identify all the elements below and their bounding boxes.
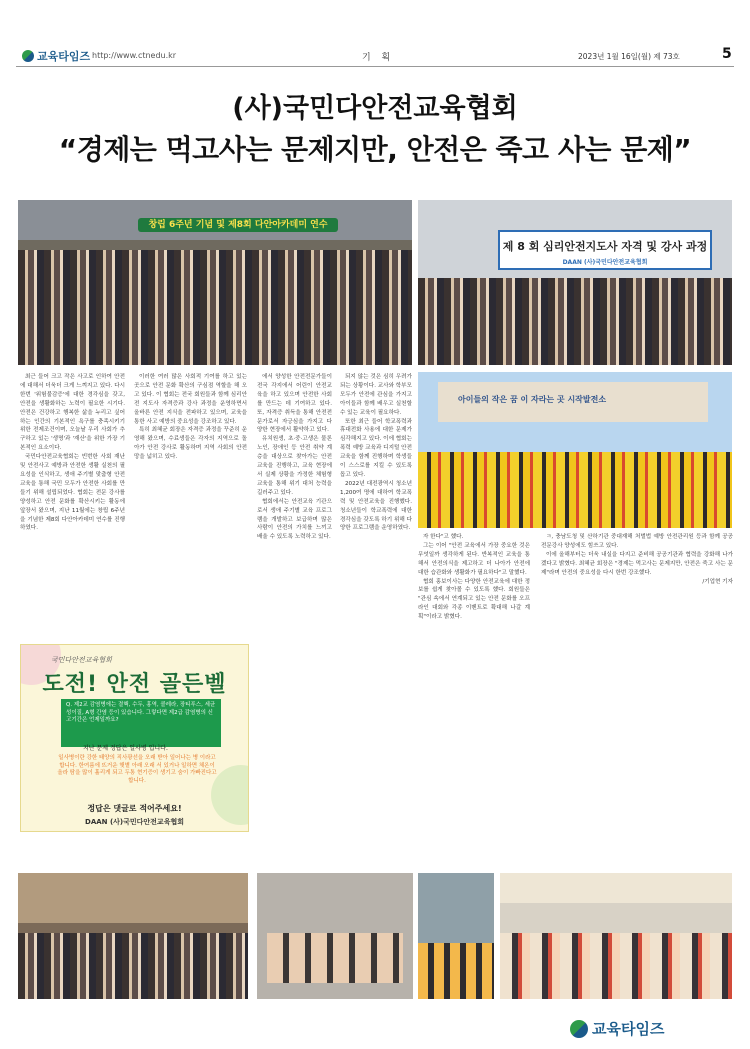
banner-anniversary: 창립 6주년 기념 및 제8회 다안아카데미 연수 <box>138 218 338 232</box>
footer-logo[interactable]: 교육타임즈 <box>570 1018 664 1039</box>
poster-org: DAAN (사)국민다안전교육협회 <box>85 818 184 826</box>
photo-crowd <box>18 250 412 365</box>
photo-anniversary <box>18 200 412 365</box>
page-number: 5 <box>722 46 732 62</box>
header-divider <box>16 66 734 67</box>
banner-course: 제 8 회 심리안전지도사 자격 및 강사 과정 DAAN (사)국민다안전교육협회 <box>498 230 712 270</box>
section-label: 기 획 <box>362 53 395 63</box>
photo-children <box>418 452 732 528</box>
poster-title: 도전! 안전 골든벨 <box>42 672 227 697</box>
photo-classroom <box>500 873 732 999</box>
photo-cpr-training <box>257 873 413 999</box>
logo-icon <box>22 50 34 62</box>
photo-course <box>418 200 732 365</box>
sign-center: 아이들의 작은 꿈 이 자라는 곳 시작발전소 <box>458 395 607 404</box>
headline-quote: “경제는 먹고사는 문제지만, 안전은 죽고 사는 문제” <box>58 133 692 166</box>
golden-bell-poster <box>20 644 249 832</box>
article-col-4: 되지 않는 것은 심히 우려가 되는 상황이다. 교사와 학부모 모두가 안전에 관심을 가지고 아이들과 함께 배우고 실천할 수 있는 교육이 필요하다. 또한 최근 들어 학교폭력과 휴대전화 사용에 대한 문제가 심각해지고 있다. 이에 협회는 폭력 예방 교육과 디지털 안전 교육을 함께 진행하며 학생들이 스스로를 지킬 수 있도록 돕고 있다. 2022년 대전광역시 청소년 1,200여 명에 대하여 학교폭력 및 안전교육을 진행했다. 청소년들이 학교폭력에 대한 경각심을 갖도록 하기 위해 다양한 프로그램을 운영하였다. <box>340 374 412 532</box>
article-col-6: ㅋ, 충남도청 및 산하기관 중대재해 처벌법 예방 안전관리원 등과 함께 공공 전문강사 양성에도 힘쓰고 있다. 이에 올해부터는 더욱 내실을 다지고 준비해 공공기관과 협력을 강화해 나가겠다고 밝혔다. 최혜균 회장은 "경제는 먹고사는 문제지만, 안전은 죽고 사는 문제"라며 안전의 중요성을 다시 한번 강조했다. /기업현 기자 <box>541 534 733 585</box>
photo-center <box>418 372 732 528</box>
article-col-1: 최근 들어 크고 작은 사고로 인하여 안전에 대해서 더욱더 크게 느껴지고 있다. 다시 한번 '위험불감증'에 대한 경각심을 갖고, 안전을 생활화하는 노력이 필요한 시기다. 안전은 건강하고 행복한 삶을 누리고 싶어 하는 인간의 기본적인 욕구를 충족시키기 위한 전제조건이며, 오늘날 우리 사회가 추구하고 있는 '생명'과 '재산'을 위한 가장 기본적인 요소이다. 국민다안전교육협회는 빈번한 사회 재난 및 안전사고 예방과 안전한 생활 실천의 필요성을 인식하고, 생애 주기별 맞춤형 안전교육을 통해 국민 모두가 안전한 사회를 만들기 위해 설립되었다. 협회는 전문 강사를 양성하고 안전 문화를 확산시키는 활동에 앞장서 왔으며, 지난 11월에는 창립 6주년을 기념한 제8회 다안아카데미 연수를 진행하였다. <box>20 374 125 532</box>
poster-answer-text: 일사병이란 강한 태양의 직사광선을 오래 받아 일어나는 병 이라고 합니다. 한여름에 뜨거운 햇볕 아래 오래 서 있거나 일하면 체온이 올라 땀을 많이 흘리게 되고 두통 현기증이 생기고 숨이 가빠진다고 합니다. <box>57 755 217 784</box>
poster-prev-answer: 지난 문제 정답은 일사병 입니다. <box>83 745 168 752</box>
photo-crowd <box>18 933 248 999</box>
poster-small-title: 국민다안전교육협회 <box>51 656 112 664</box>
headline-org: (사)국민다안전교육협회 <box>232 93 518 124</box>
article-col-5: 자 한다"고 했다. 그는 이어 "안전 교육에서 가장 중요한 것은 무엇일까 생각하게 된다. 반복적인 교육을 통해서 안전의식을 제고하고 더 나아가 안전에 대한 습관화와 생활화가 필요하다"고 말했다. 협회 홍보이사는 다양한 안전교육에 대한 정보를 쉽게 찾아볼 수 있도록 했다. 회원들은 "관심 속에서 연계되고 있는 안전 문화를 오프라인 대회와 각종 이벤트로 확대해 나갈 계획"이라고 밝혔다. <box>418 534 530 621</box>
poster-question: Q. 제2교 감염병에는 결핵, 수두, 홍역, 콜레라, 장티푸스, 세균성이질, A형 간염 등이 있습니다. 그렇다면 제2급 감염병의 신고기간은 언제일까요? <box>61 699 221 747</box>
header-logo[interactable]: 교육타임즈 <box>22 48 90 64</box>
byline: /기업현 기자 <box>702 578 733 585</box>
issue-date: 2023년 1월 16일(월) 제 73호 <box>578 52 680 61</box>
article-col-2: 이러한 여러 많은 사회적 기여를 하고 있는 곳으로 안전 문화 확산의 구심점 역할을 해 오고 있다. 이 협회는 전국 회원들과 함께 심리안전 지도사 자격증과 강사 과정을 운영하면서 올바른 안전 지식을 전파하고 있으며, 교육을 통한 사고 예방의 중요성을 강조하고 있다. 특히 최혜균 회장은 자격증 과정을 꾸준히 운영해 왔으며, 수료생들은 각자의 지역으로 돌아가 안전 강사로 활동하며 지역 사회의 안전망을 넓히고 있다. <box>134 374 247 461</box>
poster-cta: 정답은 댓글로 적어주세요! <box>87 804 182 813</box>
logo-icon <box>570 1020 588 1038</box>
photo-crowd <box>418 278 732 365</box>
header-url[interactable]: http://www.ctnedu.kr <box>92 51 177 60</box>
photo-cpr-kids <box>418 873 494 999</box>
photo-audience <box>18 873 248 999</box>
article-col-3: 에서 양성한 안전전문가들이 전국 각지에서 어린이 안전교육을 하고 있으며 안전한 사회를 만드는 데 기여하고 있다. 또, 자격증 취득을 통해 안전전문가로서 자긍심을 가지고 다양한 현장에서 활약하고 있다. 유치원생, 초·중·고생은 물론 노인, 장애인 등 안전 취약 계층을 대상으로 찾아가는 안전교육을 진행하고, 교육 현장에서 실제 상황을 가정한 체험형 교육을 통해 위기 대처 능력을 길러주고 있다. 협회에서는 안전교육 기관으로서 생애 주기별 교육 프로그램을 개발하고 보급하며 많은 사람이 안전의 가치를 느끼고 배울 수 있도록 노력하고 있다. <box>257 374 332 541</box>
